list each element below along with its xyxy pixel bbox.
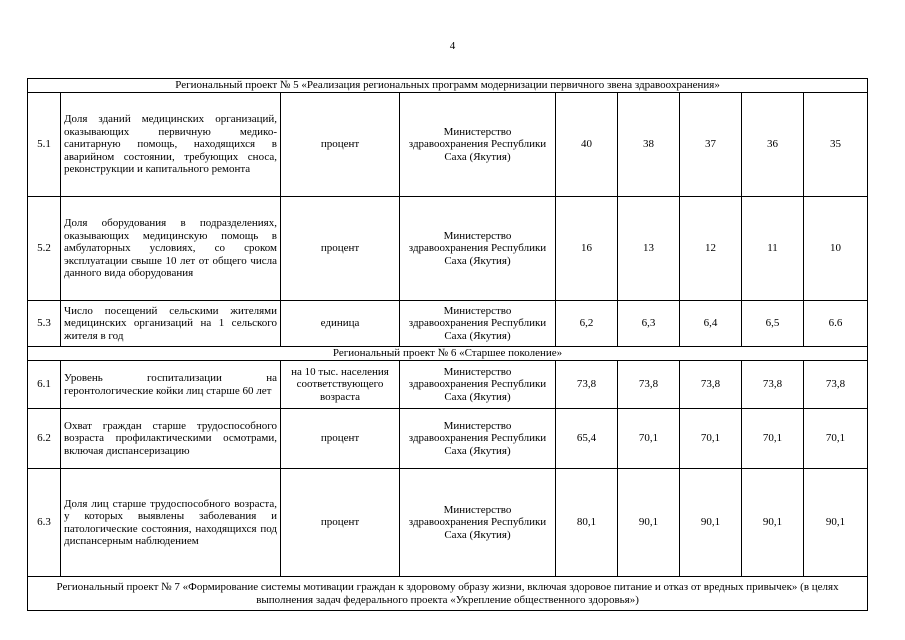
table-body <box>28 79 868 611</box>
responsible-body: Министерство здравоохранения Республики Саха (Якутия) <box>400 301 556 347</box>
indicator-value: 80,1 <box>556 469 618 577</box>
indicator-name: Доля лиц старше трудоспособного возраста, у которых выявлены заболевания и патологические состояния, находящихся под диспансерным наблюдением <box>61 469 281 577</box>
section-title: Региональный проект № 7 «Формирование системы мотивации граждан к здоровому образу жизни, включая здоровое питание и отказ от вредных привычек» (в целях выполнения задач федерального проекта «Укрепление общественного здоровья») <box>28 577 868 611</box>
section-header-row <box>28 79 868 93</box>
indicator-number: 6.1 <box>28 361 61 409</box>
indicator-row <box>28 301 868 347</box>
indicator-value: 6,3 <box>618 301 680 347</box>
indicator-row <box>28 361 868 409</box>
indicator-number: 5.1 <box>28 93 61 197</box>
indicator-value: 37 <box>680 93 742 197</box>
indicator-unit: процент <box>281 409 400 469</box>
indicator-value: 73,8 <box>556 361 618 409</box>
indicator-name: Доля зданий медицинских организаций, оказывающих первичную медико-санитарную помощь, находящихся в аварийном состоянии, требующих сноса, реконструкции и капитального ремонта <box>61 93 281 197</box>
indicator-value: 6,2 <box>556 301 618 347</box>
section-header-row <box>28 577 868 611</box>
responsible-body: Министерство здравоохранения Республики Саха (Якутия) <box>400 469 556 577</box>
indicator-name: Число посещений сельскими жителями медицинских организаций на 1 сельского жителя в год <box>61 301 281 347</box>
indicator-value: 6,4 <box>680 301 742 347</box>
indicator-value: 73,8 <box>680 361 742 409</box>
indicator-value: 12 <box>680 197 742 301</box>
indicator-row <box>28 197 868 301</box>
indicator-number: 6.3 <box>28 469 61 577</box>
indicator-value: 73,8 <box>804 361 868 409</box>
indicator-value: 70,1 <box>804 409 868 469</box>
indicator-value: 10 <box>804 197 868 301</box>
indicator-value: 90,1 <box>680 469 742 577</box>
indicator-value: 70,1 <box>618 409 680 469</box>
responsible-body: Министерство здравоохранения Республики Саха (Якутия) <box>400 197 556 301</box>
indicators-table <box>27 78 868 611</box>
responsible-body: Министерство здравоохранения Республики Саха (Якутия) <box>400 93 556 197</box>
page-number: 4 <box>449 40 456 52</box>
section-title: Региональный проект № 6 «Старшее поколение» <box>28 347 868 361</box>
indicator-number: 5.3 <box>28 301 61 347</box>
responsible-body: Министерство здравоохранения Республики Саха (Якутия) <box>400 361 556 409</box>
indicator-value: 90,1 <box>618 469 680 577</box>
indicator-row <box>28 93 868 197</box>
indicator-value: 6,5 <box>742 301 804 347</box>
indicator-number: 5.2 <box>28 197 61 301</box>
indicator-name: Охват граждан старше трудоспособного возраста профилактическими осмотрами, включая диспансеризацию <box>61 409 281 469</box>
indicator-name: Уровень госпитализации на геронтологические койки лиц старше 60 лет <box>61 361 281 409</box>
indicator-value: 73,8 <box>618 361 680 409</box>
indicator-value: 70,1 <box>742 409 804 469</box>
section-title: Региональный проект № 5 «Реализация региональных программ модернизации первичного звена здравоохранения» <box>28 79 868 93</box>
indicator-value: 90,1 <box>742 469 804 577</box>
indicator-value: 35 <box>804 93 868 197</box>
indicator-row <box>28 469 868 577</box>
indicator-value: 16 <box>556 197 618 301</box>
indicator-value: 40 <box>556 93 618 197</box>
indicator-unit: процент <box>281 197 400 301</box>
indicator-value: 70,1 <box>680 409 742 469</box>
responsible-body: Министерство здравоохранения Республики Саха (Якутия) <box>400 409 556 469</box>
indicator-unit: единица <box>281 301 400 347</box>
indicator-value: 36 <box>742 93 804 197</box>
indicator-name: Доля оборудования в подразделениях, оказывающих медицинскую помощь в амбулаторных условиях, со сроком эксплуатации свыше 10 лет от общего числа данного вида оборудования <box>61 197 281 301</box>
indicator-row <box>28 409 868 469</box>
indicator-value: 38 <box>618 93 680 197</box>
indicator-value: 90,1 <box>804 469 868 577</box>
indicator-unit: процент <box>281 469 400 577</box>
indicator-number: 6.2 <box>28 409 61 469</box>
indicator-unit: на 10 тыс. населения соответствующего возраста <box>281 361 400 409</box>
indicator-unit: процент <box>281 93 400 197</box>
indicator-value: 73,8 <box>742 361 804 409</box>
indicator-value: 11 <box>742 197 804 301</box>
indicator-value: 6.6 <box>804 301 868 347</box>
indicator-value: 65,4 <box>556 409 618 469</box>
indicator-value: 13 <box>618 197 680 301</box>
section-header-row <box>28 347 868 361</box>
